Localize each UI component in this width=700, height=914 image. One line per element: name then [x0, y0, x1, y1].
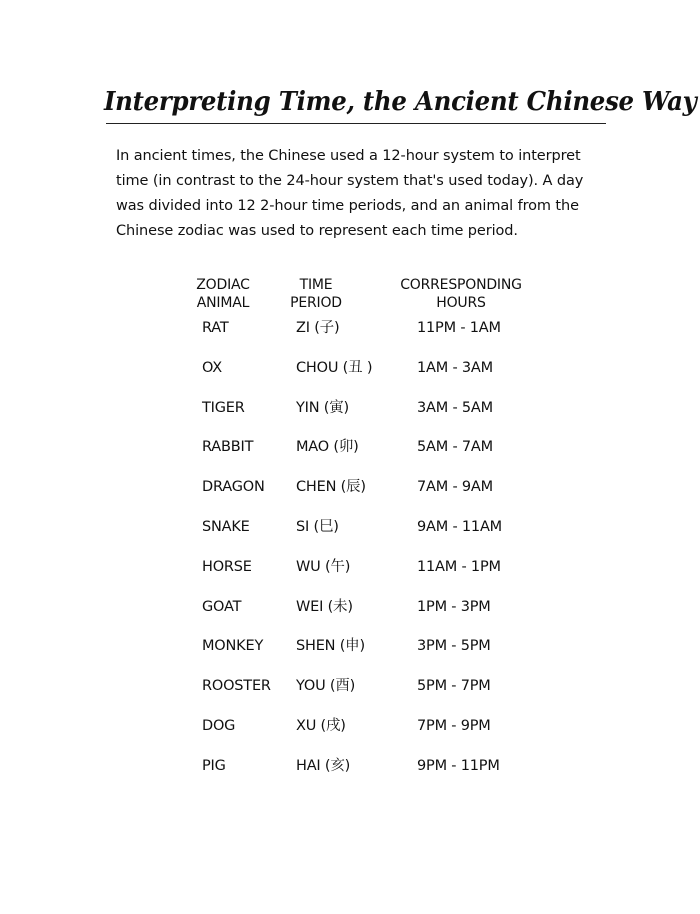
zodiac-animal-cell: DOG — [202, 717, 236, 734]
zodiac-animal-cell: DRAGON — [202, 479, 265, 496]
time-period-cell: WU (午) — [296, 558, 351, 575]
corresponding-hours-cell: 3AM - 5AM — [417, 399, 493, 416]
table-row — [202, 674, 522, 714]
header-zodiac-animal-line2: ANIMAL — [196, 295, 250, 311]
table-row — [202, 435, 522, 475]
zodiac-animal-cell: TIGER — [202, 399, 245, 416]
corresponding-hours-cell: 11AM - 1PM — [417, 558, 501, 575]
table-row — [202, 555, 522, 595]
time-period-cell: XU (戌) — [296, 717, 346, 734]
corresponding-hours-cell: 11PM - 1AM — [417, 320, 501, 336]
header-zodiac-animal-line1: ZODIAC — [196, 277, 250, 293]
time-period-cell: CHEN (辰) — [296, 479, 366, 496]
time-period-cell: HAI (亥) — [296, 757, 351, 774]
corresponding-hours-cell: 5PM - 7PM — [417, 678, 491, 695]
zodiac-animal-cell: HORSE — [202, 558, 252, 575]
time-period-cell: YOU (酉) — [296, 678, 356, 695]
corresponding-hours-cell: 1PM - 3PM — [417, 598, 491, 615]
page-title: Interpreting Time, the Ancient Chinese Way — [104, 87, 697, 117]
title-underline — [106, 123, 606, 124]
zodiac-table-body — [202, 316, 522, 794]
time-period-cell: CHOU (丑 ) — [296, 359, 373, 376]
header-zodiac-animal — [192, 276, 254, 312]
header-time-period-line1: TIME — [299, 277, 333, 293]
corresponding-hours-cell: 9AM - 11AM — [417, 518, 502, 535]
table-row — [202, 316, 522, 356]
corresponding-hours-cell: 7AM - 9AM — [417, 479, 493, 496]
header-corresponding-hours-line1: CORRESPONDING — [400, 277, 522, 293]
intro-paragraph: In ancient times, the Chinese used a 12-hour system to interpret time (in contrast to the 24-hour system that's used today). A day was divided into 12 2-hour time periods, and an animal from the Chinese zodiac was used to represent each time period. — [116, 148, 584, 239]
corresponding-hours-cell: 5AM - 7AM — [417, 439, 493, 456]
time-period-cell: SHEN (申) — [296, 638, 365, 655]
time-period-cell: MAO (卯) — [296, 439, 359, 456]
header-time-period-line2: PERIOD — [290, 295, 342, 311]
header-time-period — [288, 276, 344, 312]
time-period-cell: ZI (子) — [296, 320, 340, 336]
zodiac-animal-cell: OX — [202, 359, 223, 376]
zodiac-animal-cell: SNAKE — [202, 518, 250, 535]
time-period-cell: SI (巳) — [296, 518, 339, 535]
table-row — [202, 515, 522, 555]
header-corresponding-hours-line2: HOURS — [436, 295, 486, 311]
zodiac-animal-cell: ROOSTER — [202, 678, 271, 695]
zodiac-animal-cell: RABBIT — [202, 439, 254, 456]
corresponding-hours-cell: 9PM - 11PM — [417, 757, 500, 774]
header-corresponding-hours — [400, 276, 522, 312]
corresponding-hours-cell: 7PM - 9PM — [417, 717, 491, 734]
table-row — [202, 396, 522, 436]
zodiac-animal-cell: PIG — [202, 757, 226, 774]
corresponding-hours-cell: 1AM - 3AM — [417, 359, 493, 376]
time-period-cell: WEI (未) — [296, 598, 353, 615]
zodiac-animal-cell: GOAT — [202, 598, 242, 615]
time-period-cell: YIN (寅) — [296, 399, 350, 416]
table-row — [202, 634, 522, 674]
zodiac-animal-cell: RAT — [202, 320, 229, 336]
table-row — [202, 754, 522, 794]
table-row — [202, 475, 522, 515]
table-row — [202, 595, 522, 635]
table-row — [202, 356, 522, 396]
table-row — [202, 714, 522, 754]
zodiac-animal-cell: MONKEY — [202, 638, 264, 655]
corresponding-hours-cell: 3PM - 5PM — [417, 638, 491, 655]
